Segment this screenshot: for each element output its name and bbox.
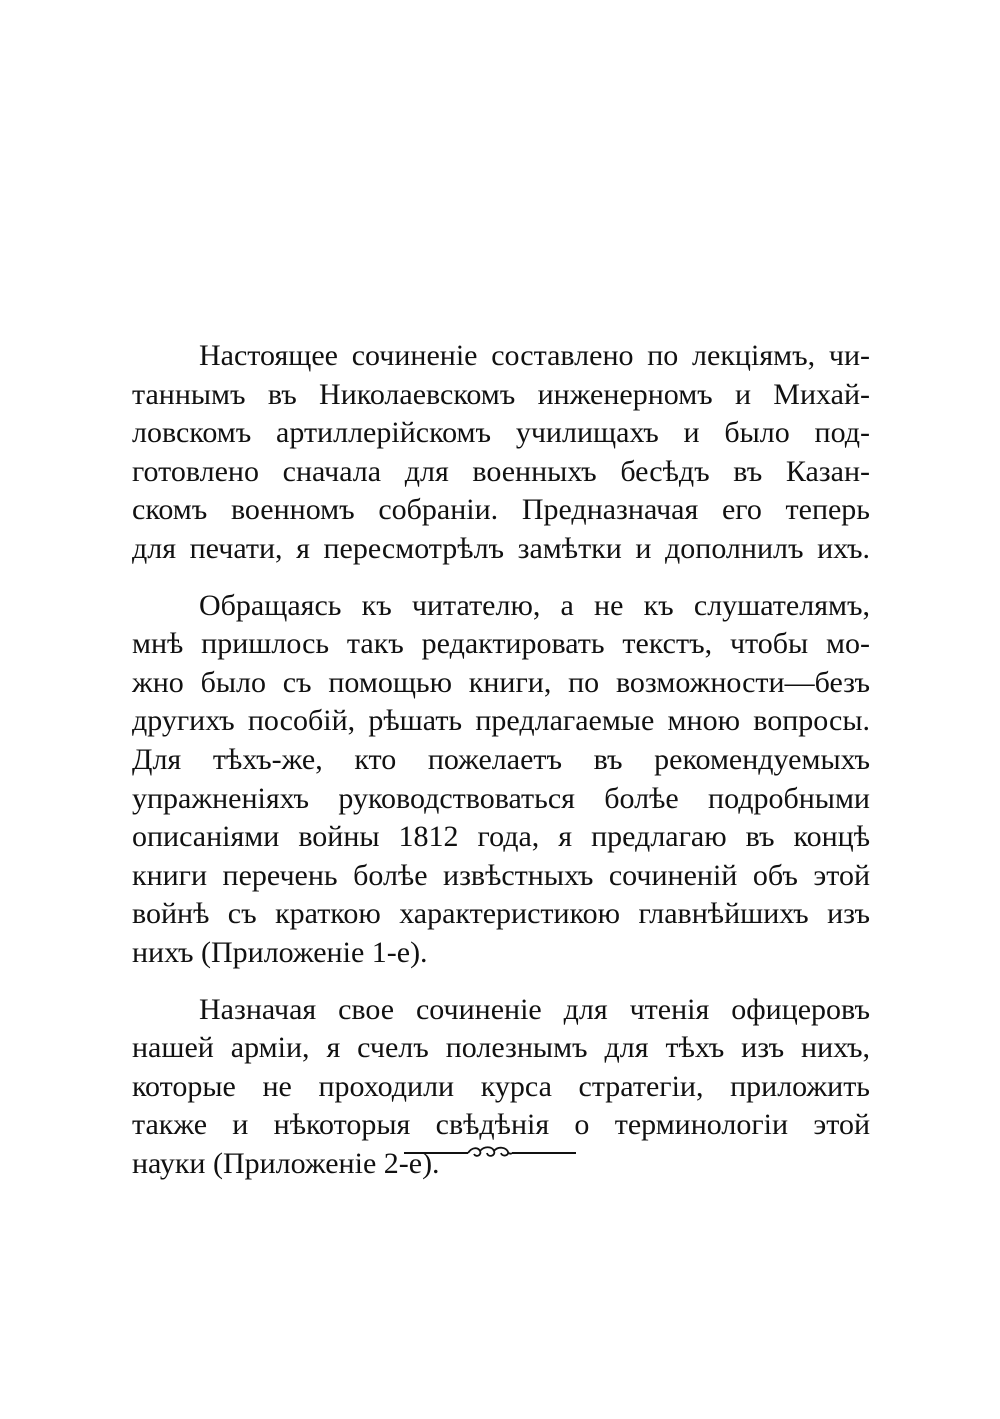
paragraph-1 bbox=[132, 337, 870, 569]
text-line: таннымъ въ Николаевскомъ инженерномъ и Михай- bbox=[132, 377, 870, 411]
text-line: Обращаясь къ читателю, а не къ слушателямъ, bbox=[199, 588, 870, 622]
text-line: нихъ (Приложеніе 1-е). bbox=[132, 935, 428, 969]
text-line: войнѣ съ краткою характеристикою главнѣйшихъ изъ bbox=[132, 897, 870, 931]
text-line: Для тѣхъ-же, кто пожелаетъ въ рекомендуемыхъ bbox=[132, 742, 870, 776]
flourish-divider-icon bbox=[402, 1143, 578, 1163]
text-line: также и нѣкоторыя свѣдѣнія о терминологіи этой bbox=[132, 1108, 870, 1142]
paragraph-2 bbox=[132, 587, 870, 973]
paragraph-spacer bbox=[132, 973, 870, 991]
text-line: другихъ пособій, рѣшать предлагаемые мною вопросы. bbox=[132, 704, 870, 738]
text-line: которые не проходили курса стратегіи, приложить bbox=[132, 1069, 870, 1103]
text-line: мнѣ пришлось такъ редактировать текстъ, чтобы мо- bbox=[132, 627, 870, 661]
text-line: для печати, я пересмотрѣлъ замѣтки и дополнилъ ихъ. bbox=[132, 531, 870, 565]
text-line: науки (Приложеніе 2-е). bbox=[132, 1146, 440, 1180]
text-line: упражненіяхъ руководствоваться болѣе подробными bbox=[132, 781, 870, 815]
text-line: нашей арміи, я счелъ полезнымъ для тѣхъ изъ нихъ, bbox=[132, 1031, 870, 1065]
text-line: жно было съ помощью книги, по возможности—безъ bbox=[132, 665, 870, 699]
paragraph-spacer bbox=[132, 569, 870, 587]
text-line: Назначая свое сочиненіе для чтенія офицеровъ bbox=[199, 992, 870, 1026]
text-line: скомъ военномъ собраніи. Предназначая его теперь bbox=[132, 493, 870, 527]
text-line: описаніями войны 1812 года, я предлагаю въ концѣ bbox=[132, 820, 870, 854]
text-line: ловскомъ артиллерійскомъ училищахъ и было под- bbox=[132, 416, 870, 450]
text-line: книги перечень болѣе извѣстныхъ сочиненій объ этой bbox=[132, 858, 870, 892]
preface-text bbox=[132, 337, 870, 1183]
text-line: готовлено сначала для военныхъ бесѣдъ въ Казан- bbox=[132, 454, 870, 488]
text-line: Настоящее сочиненіе составлено по лекціямъ, чи- bbox=[199, 339, 870, 372]
